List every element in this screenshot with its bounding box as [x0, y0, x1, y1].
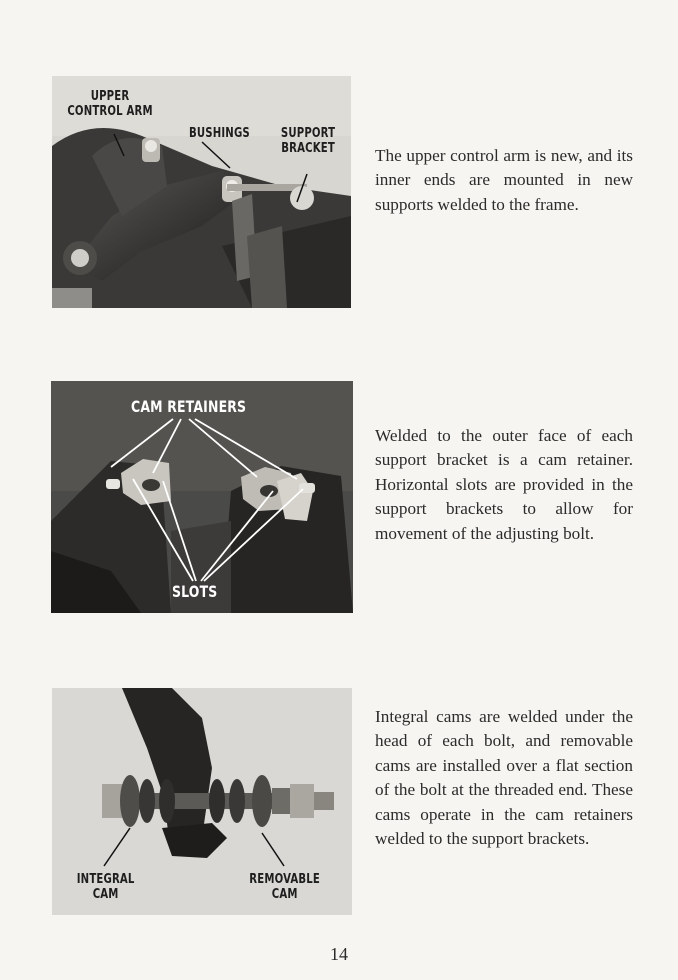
caption-integral-line: INTEGRAL	[76, 872, 135, 887]
paragraph-upper-control-arm: The upper control arm is new, and its inner ends are mounted in new supports welded to the frame.	[375, 146, 633, 214]
caption-removable-cam	[248, 872, 321, 902]
caption-slots-line: SLOTS	[172, 582, 218, 601]
caption-integral-cam-line: CAM	[92, 887, 119, 902]
caption-cam-retainers-line: CAM RETAINERS	[131, 397, 247, 416]
caption-bushings	[189, 126, 250, 141]
caption-support-bracket	[280, 126, 336, 156]
caption-upper-control-arm	[64, 89, 156, 119]
caption-removable-line: REMOVABLE	[249, 872, 321, 887]
caption-removable-cam-line: CAM	[271, 887, 298, 902]
paragraph-cams: Integral cams are welded under the head of each bolt, and removable cams are installed over a flat section of the bolt at the threaded end. These cams operate in the cam retainers welded to the support brackets.	[375, 707, 633, 849]
caption-upper-line: UPPER	[90, 89, 130, 104]
caption-bushings-line: BUSHINGS	[189, 126, 250, 141]
caption-integral-cam	[76, 872, 135, 902]
caption-cam-retainers	[131, 398, 246, 416]
caption-bracket-line: BRACKET	[281, 141, 335, 156]
caption-support-line: SUPPORT	[280, 126, 336, 141]
caption-slots	[172, 583, 217, 601]
paragraph-cam-retainers: Welded to the outer face of each support bracket is a cam retainer. Horizontal slots are provided in the support brackets to allow for movement of the adjusting bolt.	[375, 426, 633, 543]
page-number: 14	[330, 944, 348, 964]
caption-control-arm-line: CONTROL ARM	[67, 104, 153, 119]
